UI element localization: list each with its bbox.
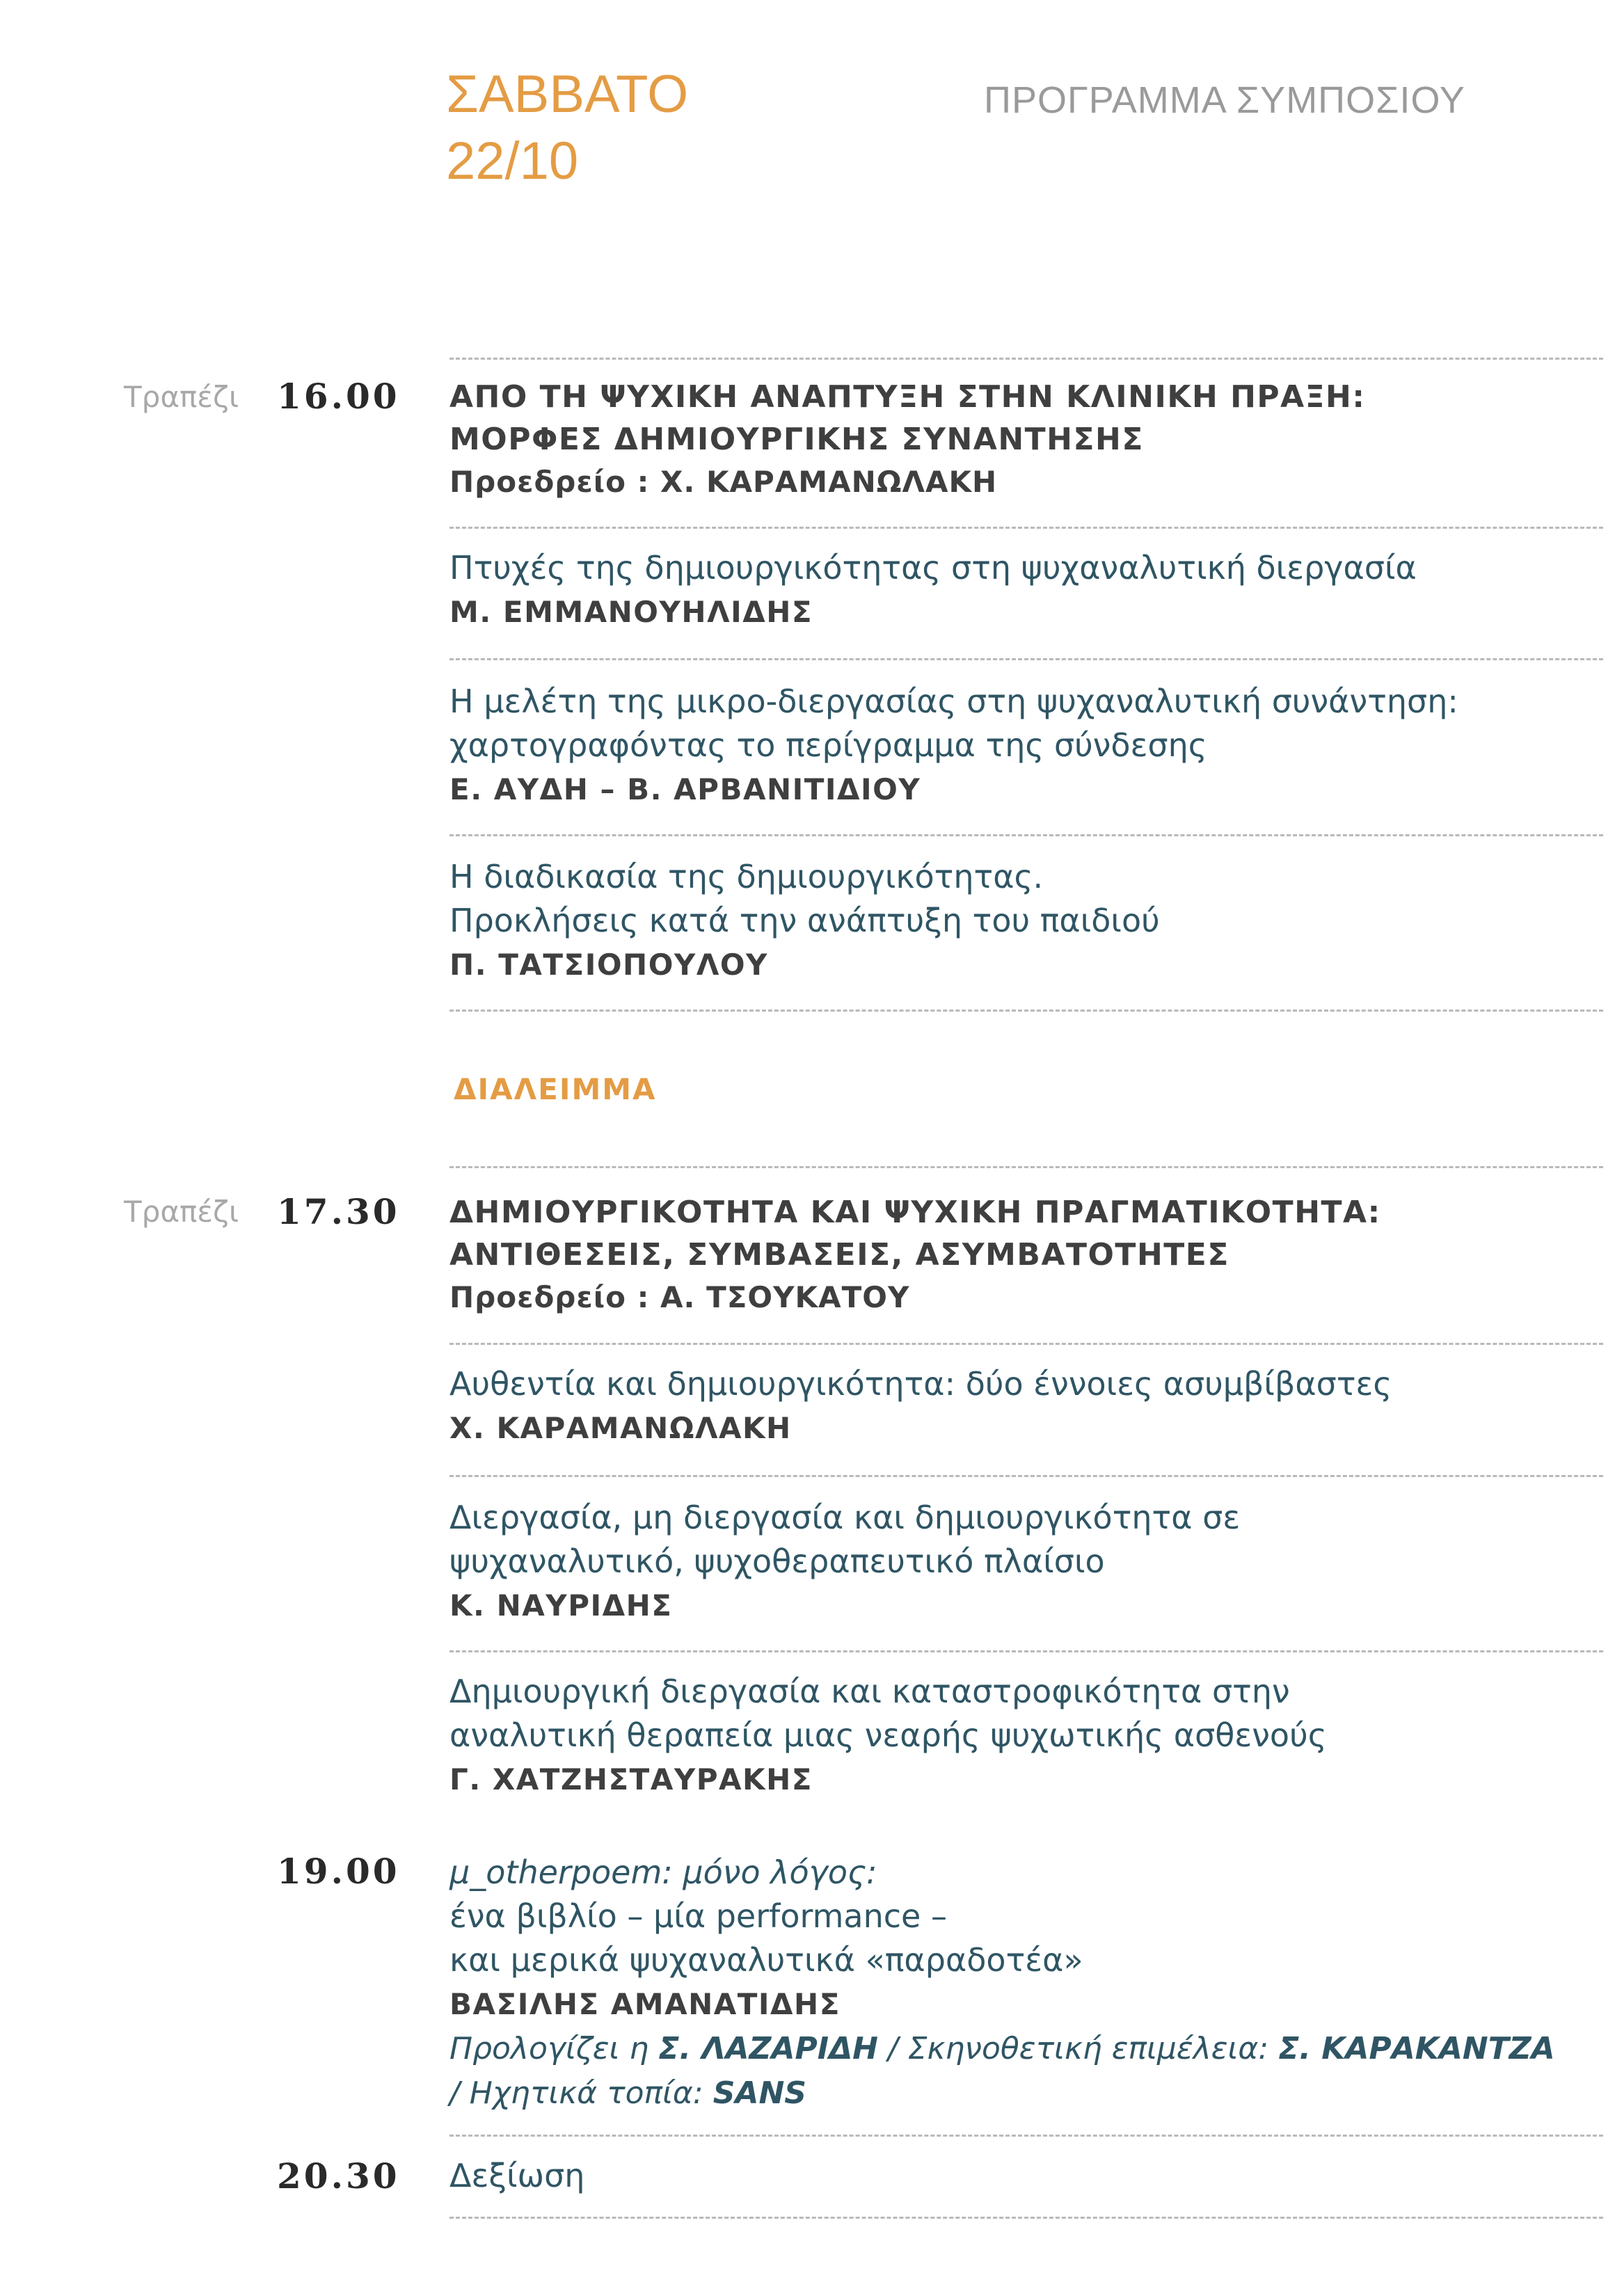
divider [449, 1475, 1603, 1477]
divider [449, 527, 1603, 529]
talk-title: Πτυχές της δημιουργικότητας στη ψυχαναλυτική διεργασία [449, 549, 1417, 587]
session1-talk-2 [449, 680, 1605, 812]
talk-author: Μ. ΕΜΜΑΝΟΥΗΛΙΔΗΣ [449, 595, 813, 629]
divider [449, 1010, 1603, 1012]
day-date: 22/10 [446, 131, 579, 191]
talk-author: Χ. ΚΑΡΑΜΑΝΩΛΑΚΗ [449, 1411, 792, 1445]
event-author: ΒΑΣΙΛΗΣ ΑΜΑΝΑΤΙΔΗΣ [449, 1987, 841, 2021]
divider [449, 1166, 1603, 1168]
event-time: 19.00 [277, 1851, 400, 1892]
intro-prefix: Προλογίζει η [449, 2031, 659, 2066]
day-name: ΣΑΒΒΑΤΟ [446, 65, 689, 124]
direction-prefix: / Σκηνοθετική επιμέλεια: [877, 2031, 1279, 2066]
session2-talk-3 [449, 1670, 1605, 1802]
event-title-line2: ένα βιβλίο – μία performance – [449, 1897, 947, 1935]
divider [449, 1650, 1603, 1652]
talk-title: Διεργασία, μη διεργασία και δημιουργικότητα σε [449, 1499, 1241, 1536]
session1-talk-3 [449, 855, 1605, 987]
program-title: ΠΡΟΓΡΑΜΜΑ ΣΥΜΠΟΣΙΟΥ [984, 79, 1465, 121]
divider [449, 1343, 1603, 1345]
talk-title: Δημιουργική διεργασία και καταστροφικότητα στην [449, 1673, 1290, 1710]
talk-title: Η μελέτη της μικρο-διεργασίας στη ψυχαναλυτική συνάντηση: [449, 683, 1458, 720]
event-block [449, 1851, 1605, 2116]
intro-name: Σ. ΛΑΖΑΡΙΔΗ [658, 2031, 878, 2066]
session1-header [449, 376, 1605, 504]
day-heading [446, 61, 688, 195]
session1-chair: Προεδρείο : Χ. ΚΑΡΑΜΑΝΩΛΑΚΗ [449, 465, 998, 499]
session2-talk-1 [449, 1362, 1605, 1451]
sound-name: SANS [713, 2075, 806, 2111]
talk-title: Αυθεντία και δημιουργικότητα: δύο έννοιες ασυμβίβαστες [449, 1365, 1392, 1403]
session2-talk-2 [449, 1496, 1605, 1628]
divider [449, 2135, 1603, 2137]
divider [449, 658, 1603, 660]
talk-title: Η διαδικασία της δημιουργικότητας. [449, 858, 1044, 895]
event-sound-credit [449, 2071, 1605, 2116]
session2-time: 17.30 [277, 1191, 400, 1232]
event-title-line3: και μερικά ψυχαναλυτικά «παραδοτέα» [449, 1941, 1083, 1979]
session1-title-line2: ΜΟΡΦΕΣ ΔΗΜΙΟΥΡΓΙΚΗΣ ΣΥΝΑΝΤΗΣΗΣ [449, 422, 1144, 457]
event-credits [449, 2027, 1605, 2071]
session2-table-label: Τραπέζι [124, 1195, 239, 1229]
talk-title: αναλυτική θεραπεία μιας νεαρής ψυχωτικής ασθενούς [449, 1716, 1327, 1754]
talk-author: Κ. ΝΑΥΡΙΔΗΣ [449, 1588, 673, 1623]
talk-author: Ε. ΑΥΔΗ – Β. ΑΡΒΑΝΙΤΙΔΙΟΥ [449, 772, 921, 806]
divider [449, 834, 1603, 836]
divider [449, 358, 1603, 360]
sound-prefix: / Ηχητικά τοπία: [449, 2075, 713, 2111]
session2-title-line2: ΑΝΤΙΘΕΣΕΙΣ, ΣΥΜΒΑΣΕΙΣ, ΑΣΥΜΒΑΤΟΤΗΤΕΣ [449, 1237, 1229, 1273]
reception-block [449, 2154, 1605, 2198]
talk-title: Προκλήσεις κατά την ανάπτυξη του παιδιού [449, 902, 1160, 939]
session1-table-label: Τραπέζι [124, 380, 239, 414]
direction-name: Σ. ΚΑΡΑΚΑΝΤΖΑ [1278, 2031, 1555, 2066]
session1-title-line1: ΑΠΟ ΤΗ ΨΥΧΙΚΗ ΑΝΑΠΤΥΞΗ ΣΤΗΝ ΚΛΙΝΙΚΗ ΠΡΑΞΗ: [449, 379, 1366, 415]
talk-title: χαρτογραφόντας το περίγραμμα της σύνδεσης [449, 726, 1207, 764]
divider [449, 2217, 1603, 2219]
event-title-line1: μ_otherpoem: μόνο λόγος: [449, 1853, 877, 1891]
reception-label: Δεξίωση [449, 2157, 585, 2194]
session2-chair: Προεδρείο : Α. ΤΣΟΥΚΑΤΟΥ [449, 1280, 910, 1314]
break-label: ΔΙΑΛΕΙΜΜΑ [454, 1072, 657, 1106]
talk-author: Γ. ΧΑΤΖΗΣΤΑΥΡΑΚΗΣ [449, 1762, 813, 1796]
talk-author: Π. ΤΑΤΣΙΟΠΟΥΛΟΥ [449, 948, 768, 982]
reception-time: 20.30 [277, 2155, 400, 2197]
session2-header [449, 1191, 1605, 1319]
session2-title-line1: ΔΗΜΙΟΥΡΓΙΚΟΤΗΤΑ ΚΑΙ ΨΥΧΙΚΗ ΠΡΑΓΜΑΤΙΚΟΤΗΤΑ: [449, 1195, 1381, 1230]
talk-title: ψυχαναλυτικό, ψυχοθεραπευτικό πλαίσιο [449, 1542, 1105, 1580]
session1-talk-1 [449, 546, 1605, 635]
session1-time: 16.00 [277, 376, 400, 417]
